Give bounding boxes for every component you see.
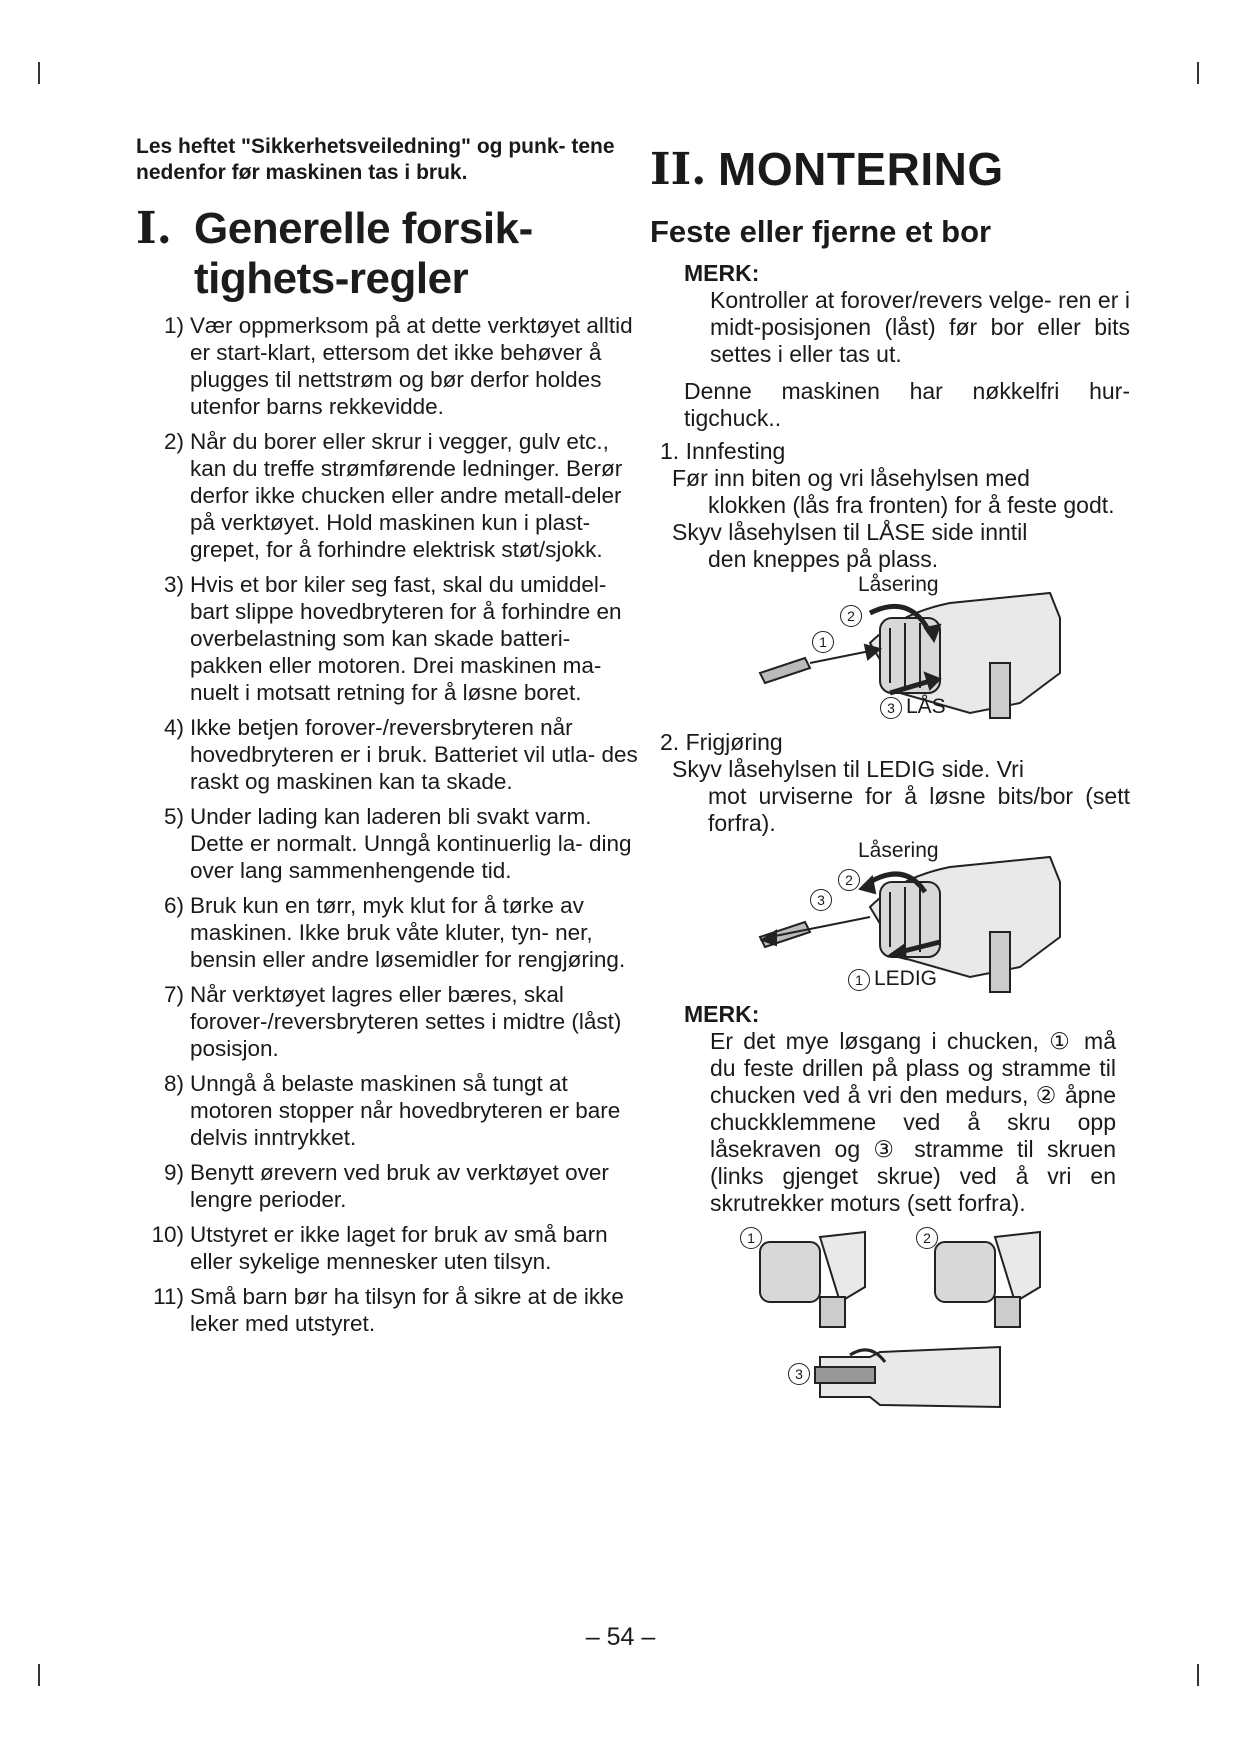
figure-chuck-tightening xyxy=(720,1227,1120,1427)
step2-line-a2: mot urviserne for å løsne bits/bor (sett forfra). xyxy=(708,783,1130,836)
section1-heading xyxy=(136,204,641,304)
section2-numeral: II. xyxy=(650,143,707,195)
list-item: 10) Utstyret er ikke laget for bruk av små barn eller sykelige mennesker uten tilsyn. xyxy=(151,1222,608,1274)
figure-release-bit xyxy=(720,837,1120,997)
right-column xyxy=(650,134,1130,1427)
crop-mark-bottom-left xyxy=(38,1664,40,1686)
note2-label: MERK: xyxy=(684,1001,760,1027)
section2-subtitle: Feste eller fjerne et bor xyxy=(650,214,992,249)
list-item: 5) Under lading kan laderen bli svakt varm. Dette er normalt. Unngå kontinuerlig la- ding over lang sammenhengende tid. xyxy=(163,804,632,883)
section1-numeral: I. xyxy=(136,203,172,254)
section2-title: MONTERING xyxy=(718,143,1004,195)
list-item: 3) Hvis et bor kiler seg fast, skal du umiddel- bart slippe hovedbryteren for å forhindre en overbelastning som kan skade batteri- pakken eller motoren. Drei maskinen ma- nuelt i motsatt retning for å løsne boret. xyxy=(163,572,622,705)
left-column xyxy=(136,134,641,1345)
safety-rules-list xyxy=(136,312,641,1337)
fig2-callout-1: 1 xyxy=(848,969,870,991)
fig3-callout-2: 2 xyxy=(916,1227,938,1249)
keyless-chuck-text: Denne maskinen har nøkkelfri hur- tigchuck.. xyxy=(684,378,1130,431)
step1-line-a2: klokken (lås fra fronten) for å feste godt. xyxy=(708,492,1115,518)
list-item: 7) Når verktøyet lagres eller bæres, skal forover-/reversbryteren settes i midtre (låst) posisjon. xyxy=(163,982,622,1061)
list-item: 6) Bruk kun en tørr, myk klut for å tørke av maskinen. Ikke bruk våte kluter, tyn- ner, bensin eller andre løsemidler for rengjøring. xyxy=(163,893,626,972)
fig2-ledig-label: LEDIG xyxy=(874,967,938,990)
fig1-las-label: LÅS xyxy=(906,695,946,718)
list-item: 9) Benytt ørevern ved bruk av verktøyet over lengre perioder. xyxy=(163,1160,609,1212)
note1-text: Kontroller at forover/revers velge- ren er i midt-posisjonen (låst) før bor eller bits settes i eller tas ut. xyxy=(710,287,1130,367)
step1-line-b1: Skyv låsehylsen til LÅSE side inntil xyxy=(672,519,1028,545)
crop-mark-top-right xyxy=(1197,62,1199,84)
page-number: – 54 – xyxy=(585,1623,656,1651)
fig1-ring-label: Låsering xyxy=(858,573,939,596)
fig1-callout-1: 1 xyxy=(812,631,834,653)
note1-label: MERK: xyxy=(684,260,760,286)
list-item: 1) Vær oppmerksom på at dette verktøyet alltid er start-klart, ettersom det ikke behøver å plugges til nettstrøm og bør derfor holdes utenfor barns rekkevidde. xyxy=(163,313,633,419)
crop-mark-bottom-right xyxy=(1197,1664,1199,1686)
list-item: 11) Små barn bør ha tilsyn for å sikre at de ikke leker med utstyret. xyxy=(153,1284,624,1336)
note2-text: Er det mye løsgang i chucken, ① må du feste drillen på plass og stramme til chucken ved å vri den medurs, ② åpne chuckklemmene ved å skru opp låsekraven og ③ stramme til skruen (links gjenget skrue) ved å vri en skrutrekker moturs (sett forfra). xyxy=(710,1028,1116,1216)
crop-mark-top-left xyxy=(38,62,40,84)
section2-heading xyxy=(650,142,1130,196)
step2-line-a1: Skyv låsehylsen til LEDIG side. Vri xyxy=(672,756,1024,782)
fig2-ring-label: Låsering xyxy=(858,839,939,862)
fig3-callout-3: 3 xyxy=(788,1363,810,1385)
figure-insert-bit xyxy=(720,573,1120,723)
drill-illustration-3 xyxy=(720,1227,1120,1427)
fig2-callout-3: 3 xyxy=(810,889,832,911)
step1-title: 1. Innfesting xyxy=(660,438,786,464)
step1-line-b2: den kneppes på plass. xyxy=(708,546,939,572)
fig1-callout-3: 3 xyxy=(880,697,902,719)
step2-title: 2. Frigjøring xyxy=(660,729,783,755)
fig2-callout-2: 2 xyxy=(838,869,860,891)
fig3-callout-1: 1 xyxy=(740,1227,762,1249)
list-item: 4) Ikke betjen forover-/reversbryteren når hovedbryteren er i bruk. Batteriet vil utla- des raskt og maskinen kan ta skade. xyxy=(163,715,638,794)
intro-text: Les heftet "Sikkerhetsveiledning" og punk- tene nedenfor før maskinen tas i bruk. xyxy=(136,135,615,184)
list-item: 2) Når du borer eller skrur i vegger, gulv etc., kan du treffe strømførende ledninger. Berør derfor ikke chucken eller andre metall-deler på verktøyet. Hold maskinen kun i plast-grepet, for å forhindre elektrisk støt/sjokk. xyxy=(163,429,623,562)
fig1-callout-2: 2 xyxy=(840,605,862,627)
step1-line-a1: Før inn biten og vri låsehylsen med xyxy=(672,465,1030,491)
section1-title: Generelle forsik- tighets-regler xyxy=(194,204,533,303)
list-item: 8) Unngå å belaste maskinen så tungt at motoren stopper når hovedbryteren er bare delvis inntrykket. xyxy=(163,1071,621,1150)
